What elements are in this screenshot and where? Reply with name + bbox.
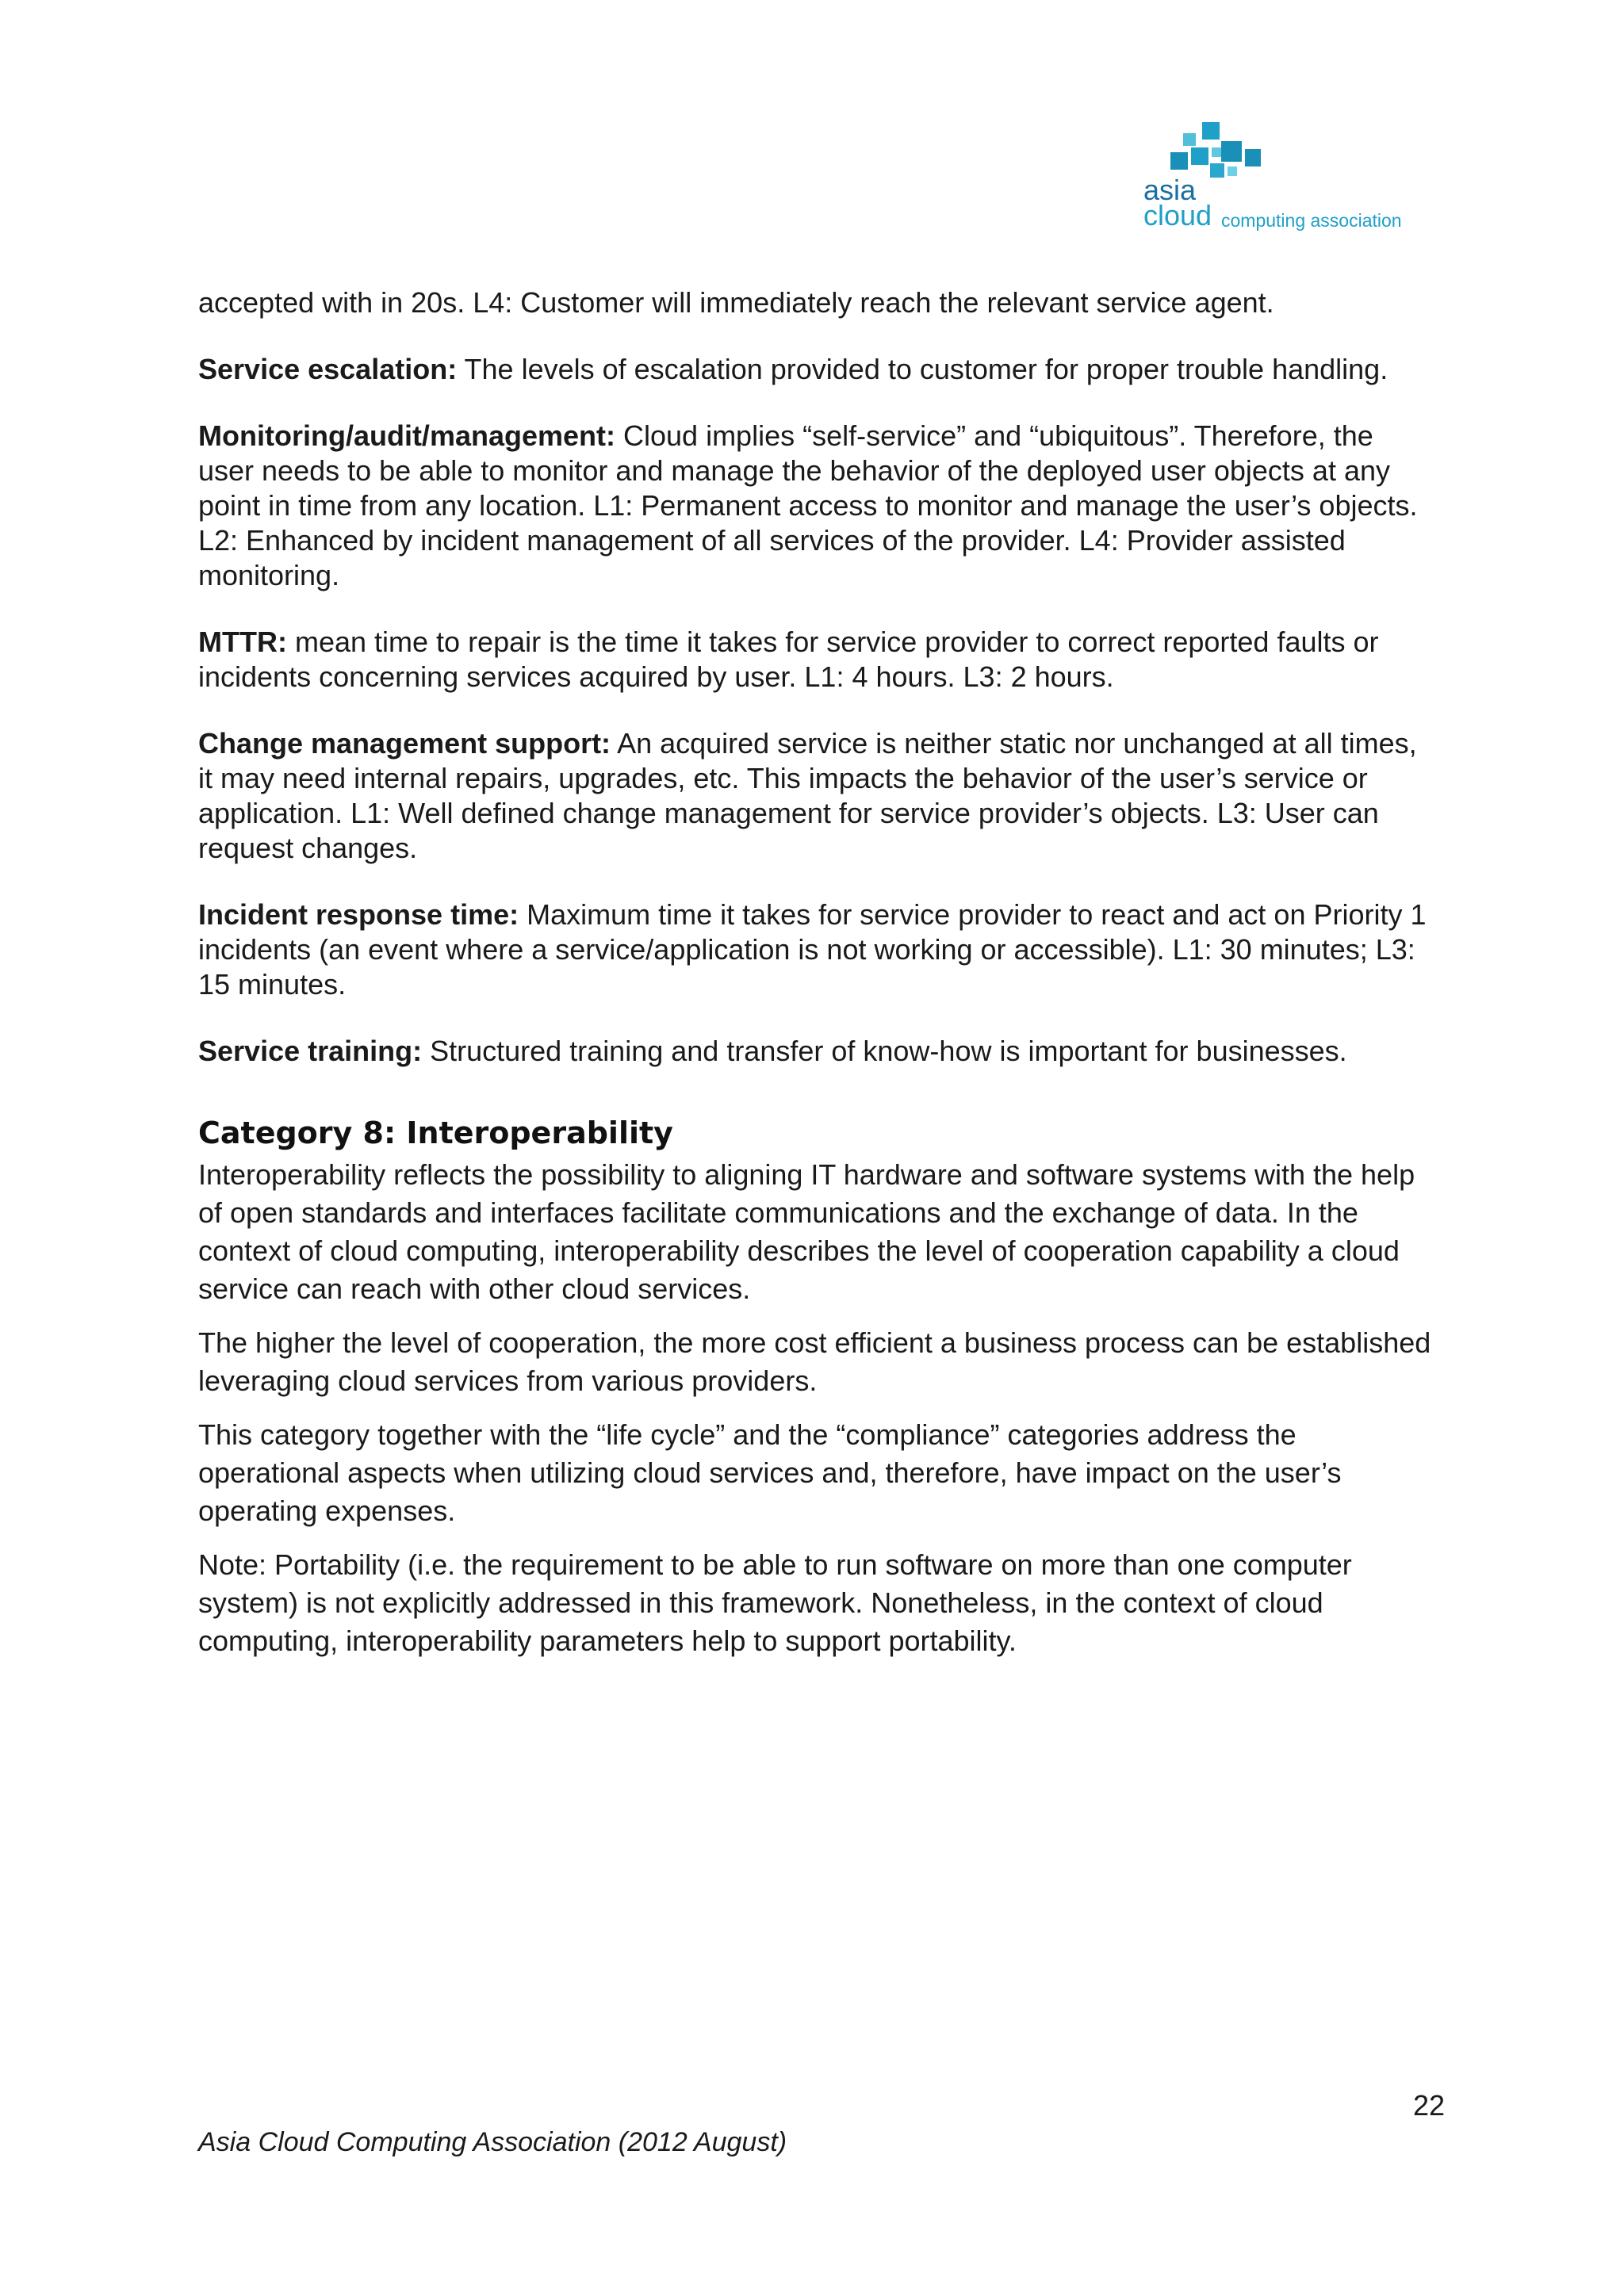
term-incident-response: Incident response time: — [198, 898, 519, 931]
logo-text-asia: asia — [1143, 174, 1197, 206]
paragraph-text: Structured training and transfer of know-how is important for businesses. — [422, 1035, 1347, 1067]
logo-text-computing-association: computing association — [1221, 210, 1402, 231]
paragraph-change-management — [198, 726, 1435, 866]
main-content — [198, 285, 1435, 1676]
paragraph-text: accepted with in 20s. L4: Customer will immediately reach the relevant service agent. — [198, 286, 1274, 319]
section-paragraph: The higher the level of cooperation, the more cost efficient a business process can be established leveraging cloud services from various providers. — [198, 1326, 1431, 1397]
footer-text: Asia Cloud Computing Association (2012 August) — [198, 2127, 787, 2157]
paragraph-text: Maximum time it takes for service provider to react and act on Priority 1 incidents (an event where a service/application is not working or accessible). L1: 30 minutes; L3: 15 minutes. — [198, 898, 1427, 1001]
paragraph-continuation — [198, 285, 1435, 320]
paragraph-text: mean time to repair is the time it takes for service provider to correct reported faults or incidents concerning services acquired by user. L1: 4 hours. L3: 2 hours. — [198, 626, 1379, 693]
term-change-management: Change management support: — [198, 727, 611, 760]
asia-cloud-logo — [1134, 119, 1404, 238]
paragraph-text: Cloud implies “self-service” and “ubiquitous”. Therefore, the user needs to be able to monitor and manage the behavior of the deployed user objects at any point in time from any location. L1: Permanent access to monitor and manage the user’s objects. L2: Enhanced by incident management of all services of the provider. L4: Provider assisted monitoring. — [198, 419, 1418, 591]
paragraph-mttr — [198, 625, 1435, 695]
term-monitoring: Monitoring/audit/management: — [198, 419, 615, 452]
term-service-escalation: Service escalation: — [198, 353, 458, 385]
section-paragraph: This category together with the “life cycle” and the “compliance” categories address the operational aspects when utilizing cloud services and, therefore, have impact on the user’s operating expenses. — [198, 1418, 1342, 1527]
paragraph-service-escalation — [198, 352, 1435, 387]
page-number: 22 — [1413, 2089, 1446, 2122]
section-paragraph: Interoperability reflects the possibility to aligning IT hardware and software systems with the help of open standards and interfaces facilitate communications and the exchange of data. In the context of cloud computing, interoperability describes the level of cooperation capability a cloud service can reach with other cloud services. — [198, 1158, 1415, 1305]
section-heading: Category 8: Interoperability — [198, 1115, 673, 1150]
term-mttr: MTTR: — [198, 626, 287, 658]
term-service-training: Service training: — [198, 1035, 423, 1067]
section-paragraph: Note: Portability (i.e. the requirement to be able to run software on more than one computer system) is not explicitly addressed in this framework. Nonetheless, in the context of cloud computing, interoperability parameters help to support portability. — [198, 1548, 1352, 1657]
paragraph-service-training — [198, 1034, 1435, 1069]
logo-text-cloud: cloud — [1143, 199, 1212, 232]
paragraph-monitoring — [198, 419, 1435, 593]
paragraph-text: The levels of escalation provided to customer for proper trouble handling. — [457, 353, 1388, 385]
paragraph-text: An acquired service is neither static nor unchanged at all times, it may need internal repairs, upgrades, etc. This impacts the behavior of the user’s service or application. L1: Well defined change management for service provider’s objects. L3: User can request changes. — [198, 727, 1417, 864]
paragraph-incident-response — [198, 897, 1435, 1002]
